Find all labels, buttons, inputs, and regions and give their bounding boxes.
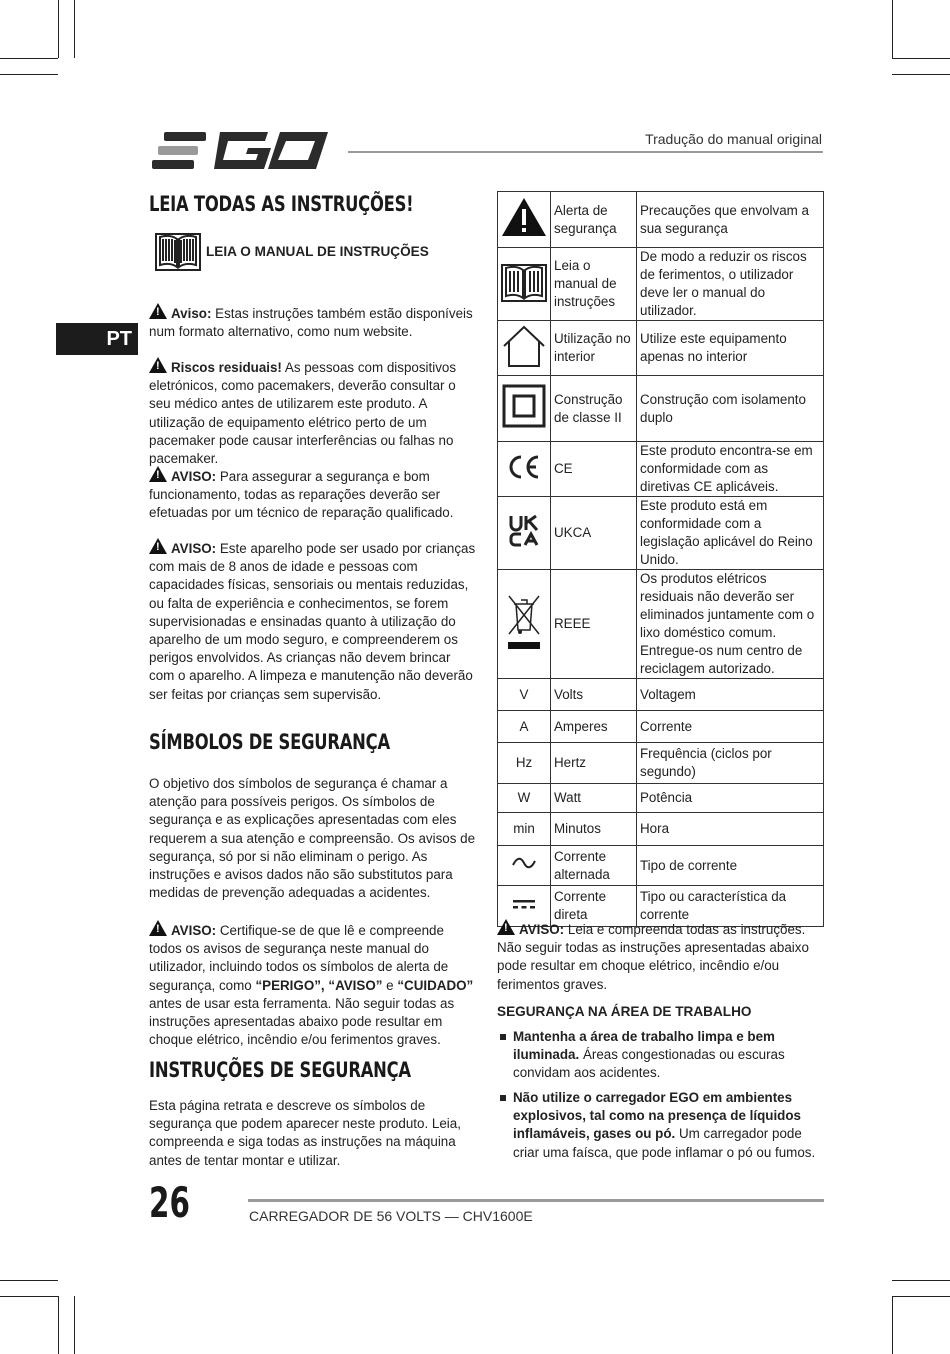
notice-label: AVISO: [171,923,217,938]
manual-label: LEIA O MANUAL DE INSTRUÇÕES [206,244,429,259]
symbol-name: Leia o manual de instruções [551,248,637,321]
warning-icon [149,920,167,936]
crop-mark [0,74,58,75]
crop-mark [892,1280,950,1281]
notice-label: Aviso: [171,306,212,321]
header-subtitle: Tradução do manual original [645,131,822,147]
table-row [498,679,824,711]
house-icon [498,321,551,376]
table-row [498,570,824,679]
symbol-name: Corrente direta [551,886,637,927]
table-row [498,711,824,743]
symbol-desc: Precauções que envolvam a sua segurança [637,192,824,248]
notice-read-all [149,919,479,1049]
crop-mark [74,0,75,58]
notice-text: Para assegurar a segurança e bom funcionamento, todas as reparações deverão ser efetuadas por um técnico de reparação qualificado. [149,469,454,521]
notice-text: Certifique-se de que lê e compreende todos os avisos de segurança neste manual do utilizador, incluindo todos os símbolos de alerta de segurança, como [149,923,449,993]
symbol-desc: Tipo ou característica da corrente [637,886,824,927]
table-row [498,846,824,886]
crop-mark [892,1296,950,1297]
symbol-desc: Este produto encontra-se em conformidade com as diretivas CE aplicáveis. [637,442,824,497]
work-area-heading: SEGURANÇA NA ÁREA DE TRABALHO [497,1004,752,1019]
book-icon [498,248,551,321]
table-row [498,784,824,813]
symbol-desc: Os produtos elétricos residuais não deverão ser eliminados juntamente com o lixo doméstico comum. Entregue-os num centro de reciclagem autorizado. [637,570,824,679]
table-row [498,497,824,570]
crop-mark [58,0,59,58]
crop-mark [58,1296,59,1354]
bullet-bold: Não utilize o carregador EGO em ambientes explosivos, tal como na presença de líquidos inflamáveis, gases ou pó. [513,1090,801,1142]
symbol-desc: Hora [637,813,824,846]
signal-word-terms: “PERIGO”, “AVISO” [255,977,383,993]
symbol-code: Hz [498,743,551,784]
symbol-code: A [498,711,551,743]
notice-residual-risks [149,356,479,468]
notice-read-understand [497,918,827,994]
brand-logo [150,130,332,177]
crop-mark [892,0,893,58]
notice-label: AVISO: [519,922,565,937]
symbol-desc: Corrente [637,711,824,743]
heading-safety-symbols: SÍMBOLOS DE SEGURANÇA [149,730,390,754]
crop-mark [0,1280,58,1281]
table-row [498,192,824,248]
notice-children [149,537,479,704]
notice-label: AVISO: [171,469,217,484]
table-row [498,321,824,376]
crop-mark [74,1296,75,1354]
table-row [498,248,824,321]
symbol-name: UKCA [551,497,637,570]
bullet-bold: Mantenha a área de trabalho limpa e bem iluminada. [513,1029,775,1063]
footer-product: CARREGADOR DE 56 VOLTS — CHV1600E [249,1208,533,1224]
heading-read-instructions: LEIA TODAS AS INSTRUÇÕES! [149,192,414,216]
crop-mark [0,58,58,59]
symbol-name: Watt [551,784,637,813]
double-square-icon [498,376,551,442]
bullet-text: Um carregador pode criar uma faísca, que pode inflamar o pó ou fumos. [513,1126,816,1160]
book-icon [155,230,201,277]
warning-icon [497,919,515,935]
table-row [498,813,824,846]
safety-symbols-text: O objetivo dos símbolos de segurança é chamar a atenção para possíveis perigos. Os símbolos de segurança e as explicações apresentadas com eles requerem a sua atenção e compreensão. Os avisos de segurança, só por si não eliminam o perigo. As instruções e avisos dados não são substitutos para medidas de prevenção adequadas a acidentes. [149,776,476,901]
page-number: 26 [149,1178,190,1227]
notice-label: Riscos residuais! [171,360,282,375]
warning-icon [149,466,167,482]
notice-repairs [149,465,479,523]
alternating-current-icon [498,846,551,886]
symbol-name: Utilização no interior [551,321,637,376]
header-rule [348,151,823,153]
table-row [498,442,824,497]
symbol-name: Minutos [551,813,637,846]
footer-rule [248,1199,824,1202]
ce-mark-icon [498,442,551,497]
table-row [498,376,824,442]
symbol-name: Alerta de segurança [551,192,637,248]
language-tab: PT [56,323,138,355]
table-row [498,743,824,784]
symbol-name: Hertz [551,743,637,784]
symbol-desc: Potência [637,784,824,813]
notice-text: antes de usar esta ferramenta. Não seguir todas as instruções apresentadas abaixo pode resultar em choque elétrico, incêndio e/ou ferimentos graves. [149,995,455,1048]
warning-icon [149,538,167,554]
symbol-code: V [498,679,551,711]
symbol-name: Corrente alternada [551,846,637,886]
crossed-bin-icon [498,570,551,679]
notice-alternative-format [149,302,479,341]
list-item [497,1089,827,1162]
crop-mark [892,58,950,59]
crop-mark [892,74,950,75]
conjunction: e [386,977,394,993]
symbol-name: Amperes [551,711,637,743]
symbol-desc: Frequência (ciclos por segundo) [637,743,824,784]
symbol-code: W [498,784,551,813]
list-item [497,1028,827,1083]
notice-text: As pessoas com dispositivos eletrónicos, como pacemakers, deverão consultar o seu médico antes de utilizarem este produto. A utilização de equipamento elétrico perto de um pacemaker pode causar interferências ou falhas no pacemaker. [149,360,457,467]
safety-instructions-text: Esta página retrata e descreve os símbolos de segurança que podem aparecer neste produto. Leia, compreenda e siga todas as instruções na máquina antes de tentar montar e utilizar. [149,1098,461,1168]
symbol-desc: Construção com isolamento duplo [637,376,824,442]
symbol-desc: De modo a reduzir os riscos de ferimentos, o utilizador deve ler o manual do utilizador. [637,248,824,321]
symbol-desc: Este produto está em conformidade com a legislação aplicável do Reino Unido. [637,497,824,570]
symbol-name: REEE [551,570,637,679]
notice-text: Este aparelho pode ser usado por crianças com mais de 8 anos de idade e pessoas com capacidades físicas, sensoriais ou mentais reduzidas, ou falta de experiência e conhecimentos, se forem supervisionadas e ensinadas quanto à utilização do aparelho de um modo seguro, e compreenderem os perigos envolvidos. As crianças não devem brincar com o aparelho. A limpeza e manutenção não deverão ser feitas por crianças sem supervisão. [149,541,476,702]
symbols-table [497,191,824,927]
crop-mark [0,1296,58,1297]
warning-icon [149,303,167,319]
notice-label: AVISO: [171,541,217,556]
symbol-desc: Voltagem [637,679,824,711]
signal-word-caution: “CUIDADO” [397,977,474,993]
warning-icon [149,357,167,373]
symbol-desc: Utilize este equipamento apenas no interior [637,321,824,376]
notice-text: Leia e compreenda todas as instruções. Não seguir todas as instruções apresentadas abaixo pode resultar em choque elétrico, incêndio e/ou ferimentos graves. [497,922,809,992]
heading-safety-instructions: INSTRUÇÕES DE SEGURANÇA [149,1058,411,1082]
bullet-text: Áreas congestionadas ou escuras convidam aos acidentes. [513,1047,785,1081]
notice-text: Estas instruções também estão disponíveis num formato alternativo, como num website. [149,306,473,340]
symbol-code: min [498,813,551,846]
symbol-name: Volts [551,679,637,711]
symbol-name: CE [551,442,637,497]
symbol-desc: Tipo de corrente [637,846,824,886]
crop-mark [892,1296,893,1354]
ukca-mark-icon [498,497,551,570]
symbol-name: Construção de classe II [551,376,637,442]
warning-triangle-icon [498,192,551,248]
